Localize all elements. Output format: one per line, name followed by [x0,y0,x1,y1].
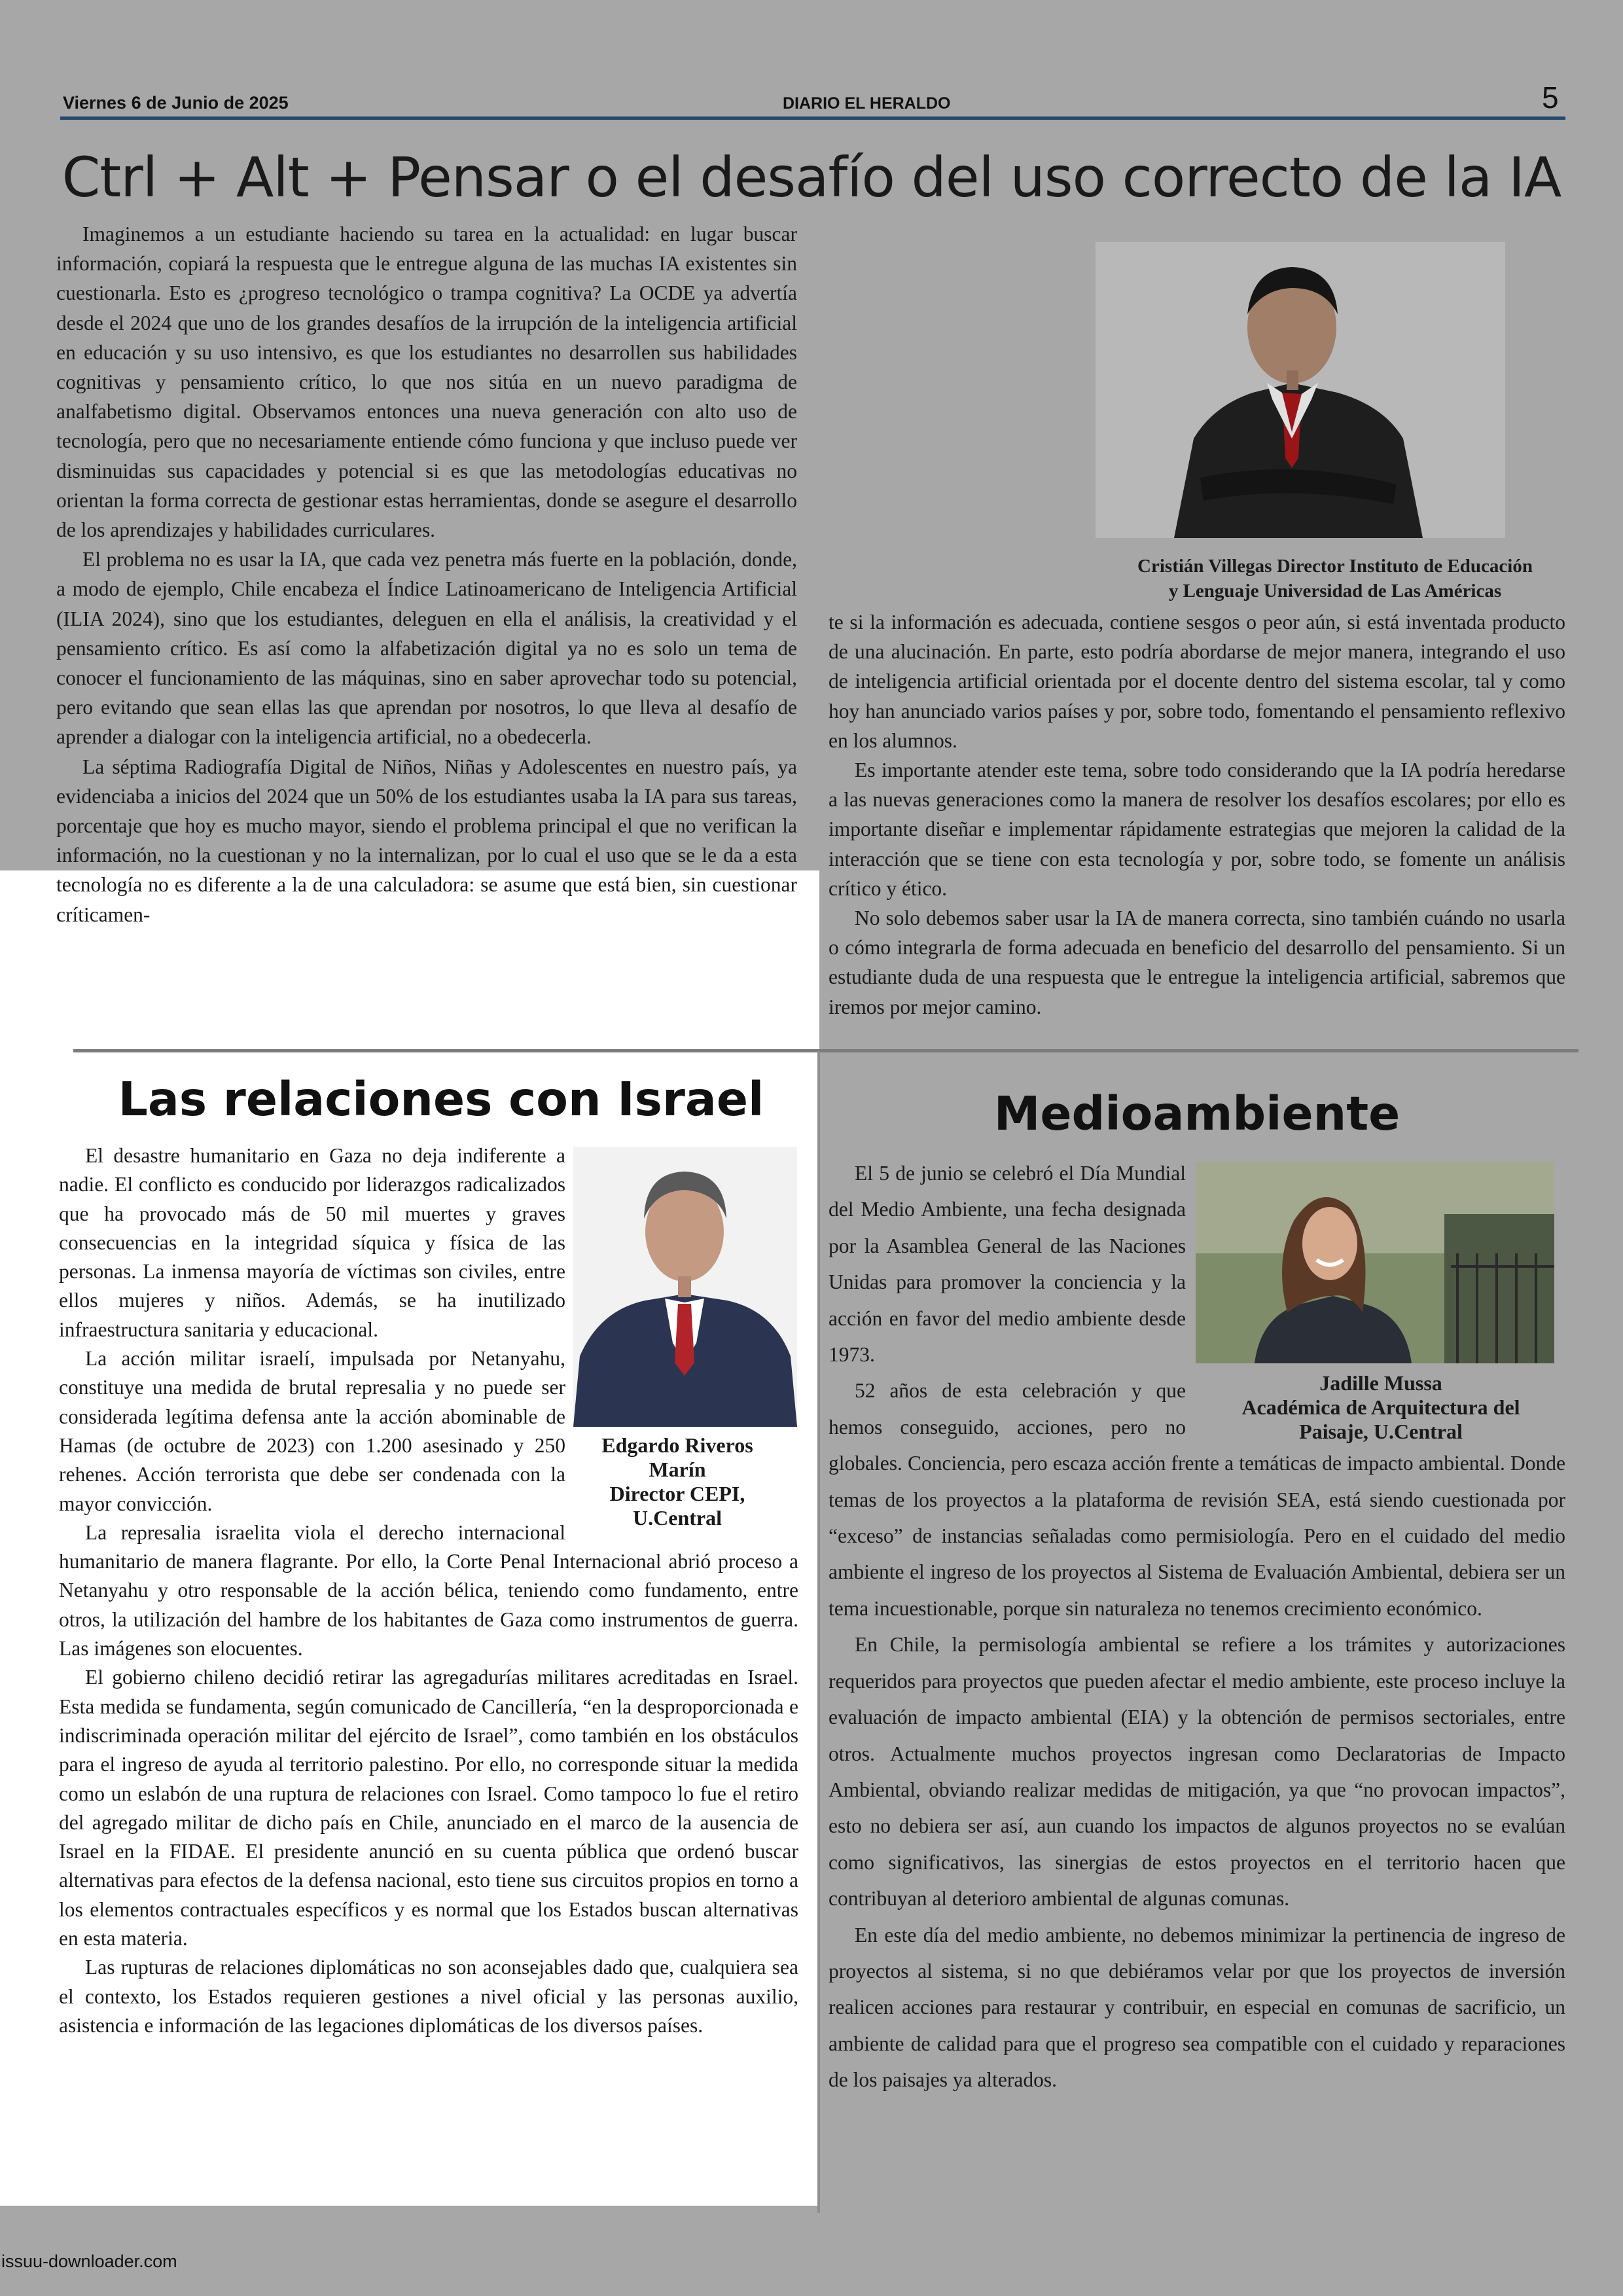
header-newspaper-name: DIARIO EL HERALDO [783,94,951,113]
article2-paragraph: La acción militar israelí, impulsada por Netanyahu, constituye una medida de brutal represalia y no puede ser considerada legítima defensa ante la acción abominable de Hamas (de octubre de 2023) con 1.200 asesinado y 250 rehenes. Acción terrorista que debe ser condenada con la mayor convicción. [59,1347,565,1515]
article1-paragraph: Es importante atender este tema, sobre todo considerando que la IA podría heredarse a las nuevas generaciones como la manera de resolver los desafíos escolares; por ello es importante diseñar e implementar rápidamente estrategias que mejoren la calidad de la interacción que se tiene con esta tecnología y por, sobre todo, se fomente un análisis crítico y ético. [829,759,1565,900]
caption-line: Director CEPI, [609,1482,745,1505]
caption-line: Cristián Villegas Director Instituto de Educación [1137,556,1533,577]
caption-line: y Lenguaje Universidad de Las Américas [1168,581,1502,601]
article2-paragraph: Las rupturas de relaciones diplomáticas no son aconsejables dado que, cualquiera sea el contexto, los Estados requieren gestiones a nivel oficial y las personas auxilio, asistencia e información de las legaciones diplomáticas de los diversos países. [59,1956,798,2037]
article3-body [829,1155,1565,2098]
header-date: Viernes 6 de Junio de 2025 [63,93,289,113]
article2-title: Las relaciones con Israel [118,1072,764,1126]
article1-paragraph: El problema no es usar la IA, que cada vez penetra más fuerte en la población, donde, a modo de ejemplo, Chile encabeza el Índice Latinoamericano de Inteligencia Artificial (ILIA 2024), sino que los estudiantes, deleguen en ella el análisis, la creatividad y el pensamiento crítico. Es así como la alfabetización digital ya no es solo un tema de conocer el funcionamiento de las máquinas, sino en saber aprovechar todo su potencial, pero evitando que sean ellas las que aprendan por nosotros, lo que lleva al desafío de aprender a dialogar con la inteligencia artificial, no a obedecerla. [56,548,797,749]
article2-paragraph: El gobierno chileno decidió retirar las agregadurías militares acreditadas en Israel. Esta medida se fundamenta, según comunicado de Cancillería, “en la desproporcionada e indiscriminada operación militar del ejército de Israel”, como también en los obstáculos para el ingreso de ayuda al territorio palestino. Por ello, no corresponde situar la medida como un eslabón de una ruptura de relaciones con Israel. Como tampoco lo fue el retiro del agregado militar de dicho país en Chile, anunciado en el marco de la ausencia de Israel en la FIDAE. El presidente anunció en su cuenta pública que ordenó buscar alternativas para efectos de la defensa nacional, esto tiene sus circuitos propios en torno a los elementos contractuales específicos y es normal que los Estados buscan alternativas en esta materia. [59,1666,798,1950]
article3-paragraph: 52 años de esta celebración y que hemos conseguido, acciones, pero no globales. Conciencia, pero escaza acción frente a temáticas de impacto ambiental. Donde temas de los proyectos a la plataforma de revisión SEA, está siendo cuestionada por “exceso” de instancias señaladas como permisiología. Pero en el cuidado del medio ambiente el ingreso de los proyectos al Sistema de Evaluación Ambiental, debiera ser un tema incuestionable, porque sin naturaleza no tenemos crecimiento económico. [829,1379,1565,1620]
caption-line: Académica de Arquitectura del [1241,1395,1520,1419]
article1-paragraph: Imaginemos a un estudiante haciendo su tarea en la actualidad: en lugar buscar información, copiará la respuesta que le entregue alguna de las muchas IA existentes sin cuestionarla. Esto es ¿progreso tecnológico o trampa cognitiva? La OCDE ya advertía desde el 2024 que uno de los grandes desafíos de la irrupción de la inteligencia artificial en educación y su uso intensivo, es que los estudiantes no desarrollen sus habilidades cognitivas y pensamiento crítico, lo que nos sitúa en un nuevo paradigma de analfabetismo digital. Observamos entonces una nueva generación con alto uso de tecnología, pero que no necesariamente entiende cómo funciona y que incluso puede ver disminuidas sus capacidades y potencial si es que las metodologías educativas no orientan la forma correcta de gestionar estas herramientas, donde se asegure el desarrollo de los aprendizajes y habilidades curriculares. [56,223,797,542]
article3-paragraph: En Chile, la permisología ambiental se refiere a los trámites y autorizaciones requeridos para proyectos que pueden afectar el medio ambiente, este proceso incluye la evaluación de impacto ambiental (EIA) y la obtención de permisos sectoriales, entre otros. Actualmente muchos proyectos ingresan como Declaratorias de Impacto Ambiental, obviando realizar medidas de mitigación, ya que “no provocan impactos”, esto no debiera ser así, aun cuando los impactos de algunos proyectos no se evalúan como significativos, las sinergias de estos proyectos en el territorio hacen que contribuyan al deterioro ambiental de algunas comunas. [829,1633,1565,1910]
header-page-number: 5 [1542,81,1559,115]
portrait-photo-villegas [1096,242,1505,538]
header-rule [60,117,1565,120]
photo-caption-riveros [582,1433,772,1530]
article2-paragraph: La represalia israelita viola el derecho internacional humanitario de manera flagrante. Por ello, la Corte Penal Internacional abrió proceso a Netanyahu y otro responsable de la acción bélica, teniendo como fundamento, entre otros, la utilización del hambre de los habitantes de Gaza como instrumentos de guerra. Las imágenes son elocuentes. [59,1520,798,1660]
article2-body [59,1141,798,2040]
article3-paragraph: En este día del medio ambiente, no debemos minimizar la pertinencia de ingreso de proyectos al sistema, si no que debiéramos velar por que los proyectos de inversión realicen acciones para restaurar y contribuir, en especial en comunas de sacrificio, un ambiente de calidad para que el progreso sea compatible con el cuidado y reparaciones de los paisajes ya alterados. [829,1923,1565,2092]
article1-paragraph: No solo debemos saber usar la IA de manera correcta, sino también cuándo no usarla o cómo integrarla de forma adecuada en beneficio del desarrollo del pensamiento. Si un estudiante duda de una respuesta que le entregue la inteligencia artificial, sabremos que iremos por mejor camino. [829,906,1565,1018]
footer-source-link[interactable]: issuu-downloader.com [1,2251,177,2271]
article1-title: Ctrl + Alt + Pensar o el desafío del uso correcto de la IA [62,145,1561,209]
article3-paragraph: El 5 de junio se celebró el Día Mundial del Medio Ambiente, una fecha designada por la Asamblea General de las Naciones Unidas para promover la conciencia y la acción en favor del medio ambiente desde 1973. [829,1162,1186,1367]
section-divider-horizontal [73,1049,1578,1052]
article1-paragraph: te si la información es adecuada, contiene sesgos o peor aún, si está inventada producto de una alucinación. En parte, esto podría abordarse de mejor manera, integrando el uso de inteligencia artificial orientada por el docente dentro del sistema escolar, tal y como hoy han anunciado varios países y por, sobre todo, fomentando el pensamiento reflexivo en los alumnos. [829,611,1565,752]
article1-paragraph: La séptima Radiografía Digital de Niños, Niñas y Adolescentes en nuestro país, ya evidenciaba a inicios del 2024 que un 50% de los estudiantes usaba la IA para sus tareas, porcentaje que hoy es mucho mayor, siendo el problema principal el que no verifican la información, no la cuestionan y no la internalizan, por lo cual el uso que se le da a esta tecnología no es diferente a la de una calculadora: se asume que está bien, sin cuestionar críticamen- [56,755,797,926]
caption-line: Paisaje, U.Central [1299,1420,1463,1443]
photo-caption-mussa [1217,1371,1544,1444]
article1-column-right [829,607,1565,1022]
article3-title: Medioambiente [993,1086,1400,1141]
caption-line: U.Central [633,1506,722,1530]
article2-paragraph: El desastre humanitario en Gaza no deja indiferente a nadie. El conflicto es conducido por liderazgos radicalizados que ha provocado más de 50 mil muertes y graves consecuencias en la integridad síquica y física de las personas. La inmensa mayoría de víctimas son civiles, entre ellos mujeres y niños. Además, se ha inutilizado infraestructura sanitaria y educacional. [59,1144,565,1341]
article1-column-left [56,219,797,929]
photo-caption-villegas [1106,554,1564,603]
section-divider-vertical [817,1051,820,2213]
caption-line: Marín [649,1458,706,1481]
caption-line: Jadille Mussa [1319,1371,1442,1395]
caption-line: Edgardo Riveros [601,1433,753,1457]
